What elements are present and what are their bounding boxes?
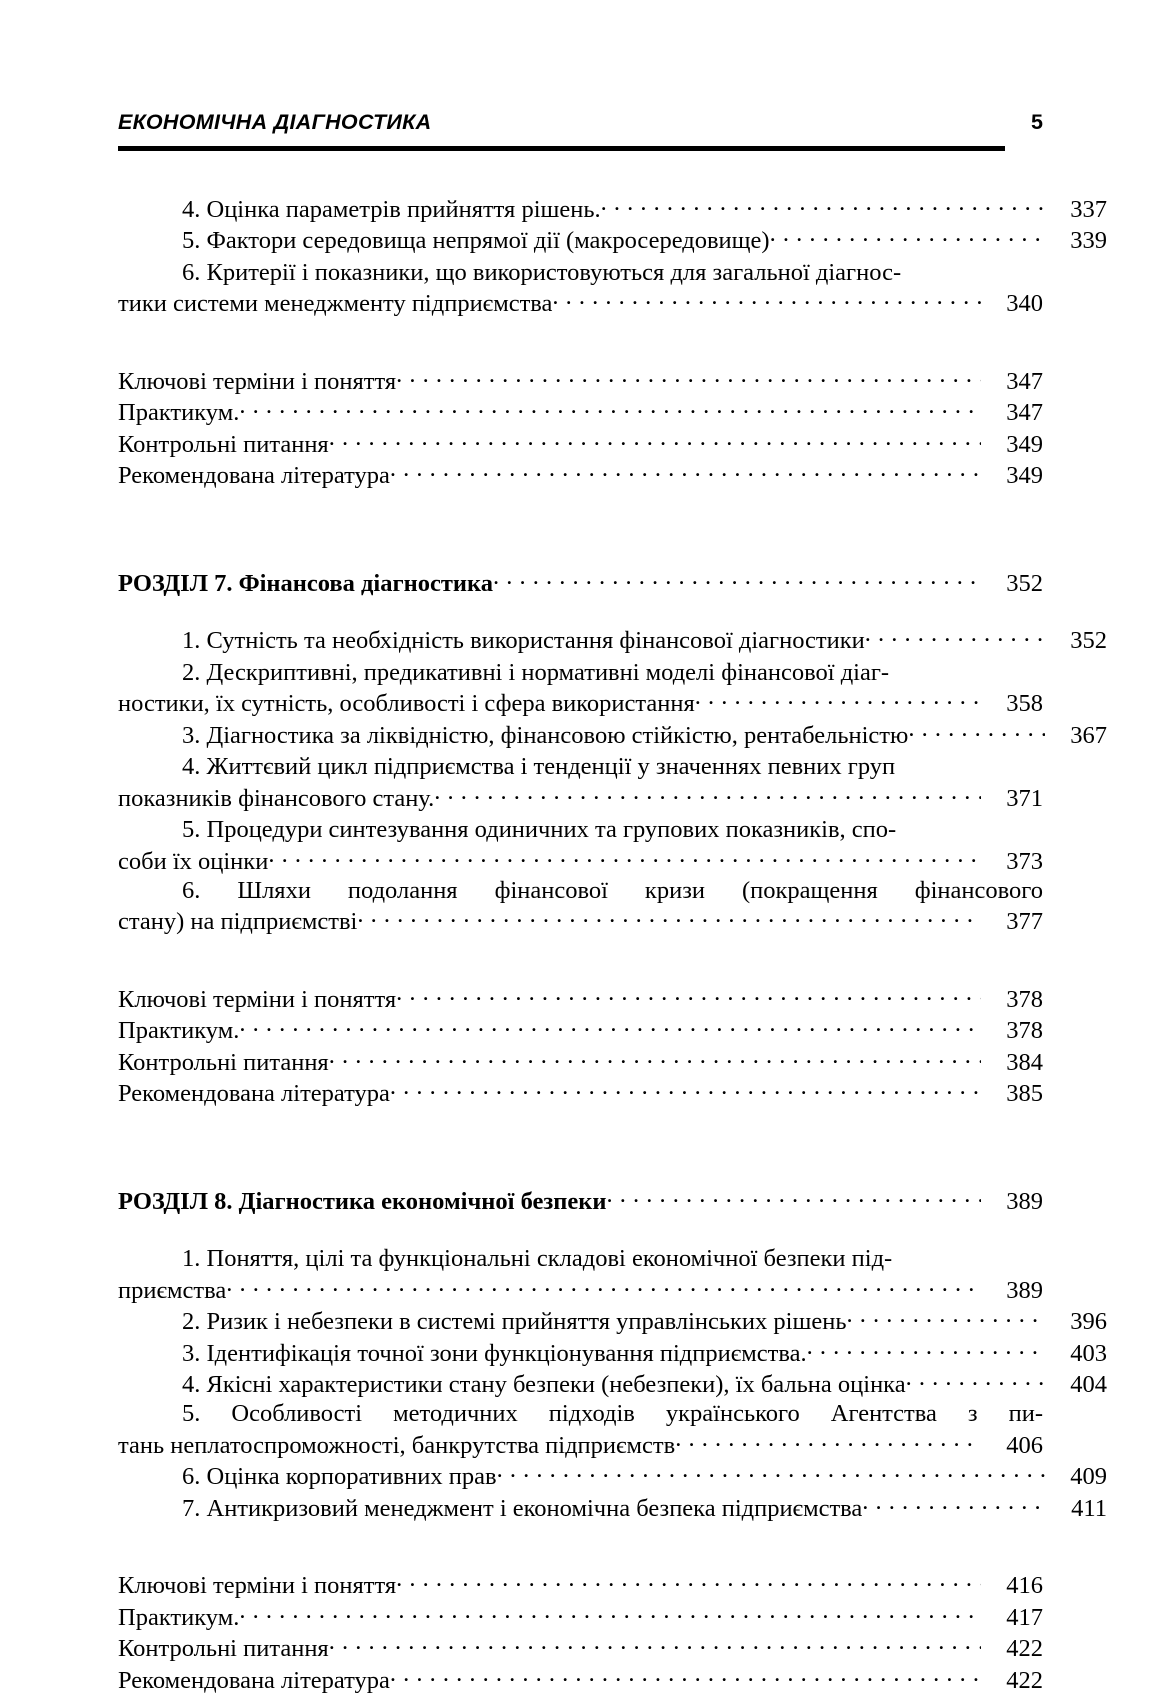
toc-entry[interactable] — [118, 1368, 1107, 1400]
toc-tail-group — [118, 982, 1043, 1108]
dot-leader — [847, 1305, 1045, 1330]
dot-leader — [396, 364, 981, 389]
dot-leader — [329, 1632, 981, 1657]
toc-page-number: 377 — [1006, 908, 1043, 935]
toc-entry-text: тики системи менеджменту підприємства — [118, 290, 553, 317]
toc-entry-text: 6. Критерії і показники, що використовуються для загальної діагнос- — [182, 258, 902, 286]
toc-entry[interactable] — [118, 1336, 1107, 1368]
toc-tail-entry[interactable] — [118, 459, 1043, 491]
spacer-before-tail — [118, 1523, 1043, 1569]
toc-entry-text: тань неплатоспроможності, банкрутства підприємств — [118, 1431, 676, 1459]
toc-entry-line-first — [118, 876, 1043, 905]
toc-chapter-heading[interactable] — [118, 1184, 1043, 1216]
toc-entry-line-cont — [118, 287, 1043, 319]
toc-entry-line — [118, 1460, 1107, 1492]
toc-page-number: 417 — [1006, 1603, 1043, 1631]
dot-leader — [239, 1014, 981, 1039]
toc-page-number: 403 — [1070, 1339, 1107, 1367]
toc-tail-entry[interactable] — [118, 427, 1043, 459]
toc-entry-line-cont — [118, 1428, 1043, 1460]
toc-entry-line — [118, 396, 1043, 428]
toc-page-number: 409 — [1070, 1463, 1107, 1490]
toc-page-number: 411 — [1071, 1494, 1107, 1522]
toc-tail-entry[interactable] — [118, 1045, 1043, 1077]
toc-entry[interactable] — [118, 1491, 1107, 1523]
toc-entry-line — [118, 1368, 1107, 1400]
toc-entry[interactable] — [118, 224, 1107, 256]
toc-entry-text: 5. Особливості методичних підходів українського Агентства з пи- — [182, 1400, 1043, 1427]
toc-entry-line — [118, 1632, 1043, 1664]
toc-entry-line — [118, 224, 1107, 256]
toc-entry[interactable] — [118, 255, 1043, 318]
toc-entry[interactable] — [118, 876, 1043, 937]
toc-tail-entry[interactable] — [118, 396, 1043, 428]
dot-leader — [889, 655, 981, 680]
toc-entry-text: Практикум. — [118, 1017, 240, 1044]
toc-entry-line — [118, 459, 1043, 491]
toc-entry-line — [118, 1600, 1043, 1632]
toc-entry-line — [118, 1569, 1043, 1601]
dot-leader — [770, 224, 1045, 249]
dot-leader — [908, 718, 1045, 743]
dot-leader — [390, 1663, 981, 1688]
toc-entry-line — [118, 624, 1107, 656]
spacer-after-chapter-heading — [118, 1216, 1043, 1242]
dot-leader — [497, 1460, 1045, 1485]
toc-page-number: 422 — [1006, 1635, 1043, 1662]
dot-leader — [601, 192, 1045, 217]
toc-page-number: 406 — [1006, 1431, 1043, 1459]
toc-page-number: 385 — [1006, 1080, 1043, 1107]
spacer-after-chapter-heading — [118, 598, 1043, 624]
toc-entry[interactable] — [118, 192, 1107, 224]
header-rule — [118, 146, 1005, 151]
toc-tail-entry[interactable] — [118, 1014, 1043, 1046]
toc-entry-text: 3. Ідентифікація точної зони функціонування підприємства. — [182, 1339, 807, 1367]
toc-page-number: 384 — [1006, 1048, 1043, 1076]
toc-entry-line — [118, 427, 1043, 459]
toc-entry[interactable] — [118, 750, 1043, 813]
toc-entry-text: 4. Оцінка параметрів прийняття рішень. — [182, 195, 601, 223]
page-number: 5 — [1031, 110, 1043, 134]
toc-entry-line — [118, 1491, 1107, 1523]
toc-entry-line-cont — [118, 1273, 1043, 1305]
dot-leader — [396, 1569, 981, 1594]
dot-leader — [396, 982, 981, 1007]
toc-entry[interactable] — [118, 1242, 1043, 1305]
toc-entry-text: Рекомендована література — [118, 1666, 390, 1694]
dot-leader — [865, 624, 1045, 649]
toc-page-number: 378 — [1006, 1017, 1043, 1044]
toc-page-number: 371 — [1006, 784, 1043, 812]
toc-entry-text: 5. Фактори середовища непрямої дії (макросередовище) — [182, 227, 770, 254]
toc-entry-line-first — [118, 255, 1043, 287]
toc-page-number: 340 — [1006, 290, 1043, 317]
toc-entry[interactable] — [118, 813, 1043, 876]
toc-entry-text: Ключові терміни і поняття — [118, 367, 397, 395]
toc-tail-entry[interactable] — [118, 1600, 1043, 1632]
toc-entry-line-first — [118, 1242, 1043, 1274]
toc-page-number: 347 — [1006, 367, 1043, 395]
toc-entry-text: Рекомендована література — [118, 462, 390, 489]
dot-leader — [239, 1600, 981, 1625]
dot-leader — [434, 781, 981, 806]
spacer-before-chapter — [118, 1108, 1043, 1184]
toc-entry-text: стану) на підприємстві — [118, 908, 358, 935]
toc-entry-text: РОЗДІЛ 7. Фінансова діагностика — [118, 569, 494, 597]
toc-chapter-heading[interactable] — [118, 566, 1043, 598]
toc-entry[interactable] — [118, 624, 1107, 656]
toc-entry-text: Контрольні питання — [118, 1635, 329, 1662]
toc-entry-text: Контрольні питання — [118, 430, 329, 458]
toc-entry-line-cont — [118, 905, 1043, 937]
dot-leader — [329, 427, 981, 452]
dot-leader — [552, 287, 981, 312]
spacer-before-tail — [118, 318, 1043, 364]
toc-page-number: 337 — [1070, 195, 1107, 223]
dot-leader — [357, 905, 981, 930]
dot-leader — [390, 1077, 981, 1102]
toc-entry[interactable] — [118, 1399, 1043, 1460]
toc-entry-text: 2. Ризик і небезпеки в системі прийняття управлінських рішень — [182, 1308, 847, 1335]
toc-page-number: 396 — [1070, 1308, 1107, 1335]
dot-leader — [807, 1336, 1045, 1361]
toc-tail-entry[interactable] — [118, 982, 1043, 1014]
toc-entry-text: Практикум. — [118, 1603, 240, 1631]
running-head-title: ЕКОНОМІЧНА ДІАГНОСТИКА — [118, 110, 432, 134]
toc-entry-text: 6. Оцінка корпоративних прав — [182, 1463, 497, 1490]
toc-entry-text: соби їх оцінки — [118, 847, 269, 875]
toc-entry[interactable] — [118, 718, 1107, 750]
toc-entry-line-first — [118, 813, 1043, 845]
toc-tail-group — [118, 364, 1043, 490]
toc-entry-text: 4. Життєвий цикл підприємства і тенденції у значеннях певних груп — [182, 753, 896, 780]
toc-entry-line — [118, 1045, 1043, 1077]
toc-entry-text: 6. Шляхи подолання фінансової кризи (покращення фінансового — [182, 876, 1043, 904]
toc-entry-line — [118, 982, 1043, 1014]
toc-page-number: 416 — [1006, 1572, 1043, 1599]
toc-chapter-line — [118, 566, 1043, 598]
toc-entry-line — [118, 364, 1043, 396]
toc-entry-text: РОЗДІЛ 8. Діагностика економічної безпеки — [118, 1187, 607, 1215]
spacer-before-tail — [118, 936, 1043, 982]
dot-leader — [906, 1368, 1045, 1393]
toc-page-number: 404 — [1070, 1371, 1107, 1398]
dot-leader — [606, 1184, 981, 1209]
toc-entry-text: 3. Діагностика за ліквідністю, фінансовою стійкістю, рентабельністю — [182, 721, 909, 749]
dot-leader — [892, 1242, 981, 1267]
toc-entry-text: Ключові терміни і поняття — [118, 985, 397, 1013]
toc-tail-group — [118, 1569, 1043, 1695]
toc-continued-items — [118, 192, 1107, 318]
toc-page-number: 352 — [1006, 569, 1043, 597]
toc-entry-text: 1. Поняття, цілі та функціональні складові економічної безпеки під- — [182, 1245, 893, 1272]
toc-entry-text: показників фінансового стану. — [118, 784, 435, 812]
toc-page-number: 389 — [1006, 1187, 1043, 1215]
dot-leader — [901, 255, 981, 280]
toc-chapter-items — [118, 1242, 1107, 1523]
dot-leader — [895, 750, 981, 775]
dot-leader — [896, 813, 981, 838]
toc-entry-text: 7. Антикризовий менеджмент і економічна безпека підприємства — [182, 1494, 863, 1522]
toc-entry-line — [118, 1077, 1043, 1109]
dot-leader — [493, 566, 981, 591]
toc-chapter-items — [118, 624, 1107, 937]
toc-page-number: 422 — [1006, 1666, 1043, 1694]
toc-entry-text: 4. Якісні характеристики стану безпеки (небезпеки), їх бальна оцінка — [182, 1371, 906, 1398]
toc-entry-text: Рекомендована література — [118, 1080, 390, 1107]
toc-entry[interactable] — [118, 655, 1043, 718]
spacer-before-chapter — [118, 490, 1043, 566]
dot-leader — [268, 844, 981, 869]
dot-leader — [226, 1273, 981, 1298]
toc-entry-line — [118, 718, 1107, 750]
toc-entry-line — [118, 1014, 1043, 1046]
toc-page-number: 339 — [1070, 227, 1107, 254]
dot-leader — [390, 459, 981, 484]
toc-page-number: 349 — [1006, 430, 1043, 458]
dot-leader — [329, 1045, 981, 1070]
toc-page-number: 378 — [1006, 985, 1043, 1013]
toc-entry-text: Ключові терміни і поняття — [118, 1572, 397, 1599]
dot-leader — [675, 1428, 981, 1453]
toc-entry-text: ностики, їх сутність, особливості і сфера використання — [118, 690, 695, 717]
toc-page-number: 347 — [1006, 399, 1043, 426]
toc-page-number: 373 — [1006, 847, 1043, 875]
toc-page-number: 367 — [1070, 721, 1107, 749]
toc-entry-line — [118, 1305, 1107, 1337]
toc-entry-line — [118, 1663, 1043, 1695]
toc-tail-entry[interactable] — [118, 1663, 1043, 1695]
toc-entry-line-first — [118, 655, 1043, 687]
toc-page-number: 358 — [1006, 690, 1043, 717]
toc-entry-text: 5. Процедури синтезування одиничних та групових показників, спо- — [182, 816, 897, 843]
toc-tail-entry[interactable] — [118, 1632, 1043, 1664]
toc-entry-line — [118, 1336, 1107, 1368]
toc-tail-entry[interactable] — [118, 1077, 1043, 1109]
toc-chapter-line — [118, 1184, 1043, 1216]
toc-page-number: 352 — [1070, 627, 1107, 654]
toc-entry[interactable] — [118, 1460, 1107, 1492]
toc-page-number: 349 — [1006, 462, 1043, 489]
toc-entry-line-cont — [118, 781, 1043, 813]
dot-leader — [239, 396, 981, 421]
toc-entry-text: Контрольні питання — [118, 1048, 329, 1076]
toc-entry-line-first — [118, 1399, 1043, 1428]
dot-leader — [695, 687, 981, 712]
dot-leader — [862, 1491, 1045, 1516]
toc-tail-entry[interactable] — [118, 364, 1043, 396]
toc-tail-entry[interactable] — [118, 1569, 1043, 1601]
toc-entry-line-first — [118, 750, 1043, 782]
toc-entry-line — [118, 192, 1107, 224]
toc-entry-text: 1. Сутність та необхідність використання фінансової діагностики — [182, 627, 865, 654]
toc-entry-line-cont — [118, 844, 1043, 876]
toc-page-number: 389 — [1006, 1276, 1043, 1304]
toc-entry-line-cont — [118, 687, 1043, 719]
toc-entry-text: Практикум. — [118, 399, 240, 426]
running-head — [118, 110, 1043, 156]
toc-entry-text: 2. Дескриптивні, предикативні і нормативні моделі фінансової діаг- — [182, 658, 890, 686]
table-of-contents — [118, 192, 1107, 1695]
toc-entry[interactable] — [118, 1305, 1107, 1337]
toc-entry-text: приємства — [118, 1276, 227, 1304]
